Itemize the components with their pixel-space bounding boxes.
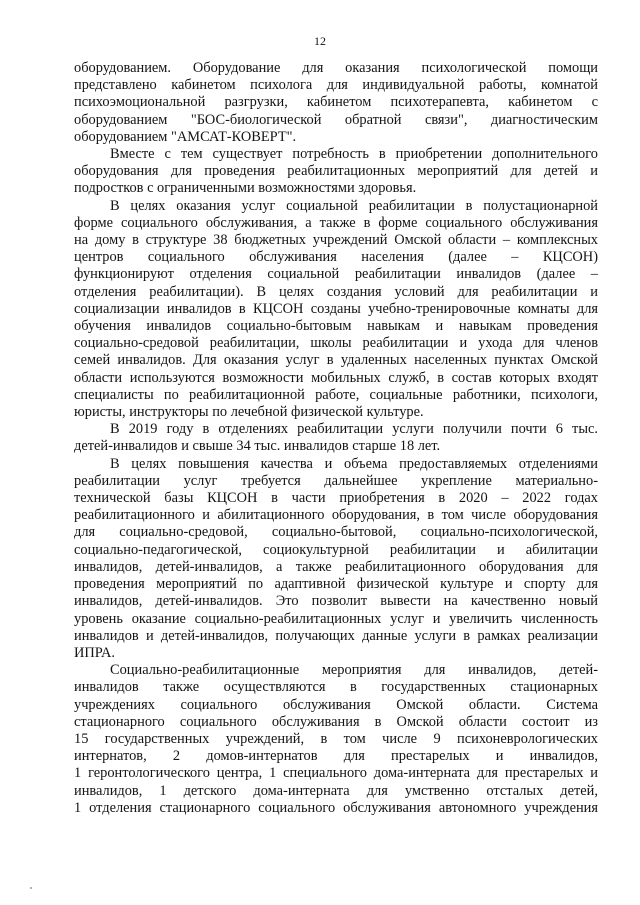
text-line: на дому в структуре 38 бюджетных учреждений Омской области – комплексных: [74, 232, 598, 249]
text-line: для социально-средовой, социально-бытовой, социально-психологической,: [74, 524, 598, 541]
text-line: юристы, инструкторы по лечебной физической культуре.: [74, 404, 424, 421]
text-line: учреждениях социального обслуживания Омской области. Система: [74, 696, 598, 713]
text-line: 15 государственных учреждений, в том числе 9 психоневрологических: [74, 730, 598, 747]
paragraph: [74, 662, 598, 817]
text-line: центров социального обслуживания населения (далее – КЦСОН): [74, 249, 598, 266]
text-line: инвалидов, детей-инвалидов. Это позволит вывести на качественно новый: [74, 593, 598, 610]
text-line: ИПРА.: [74, 644, 115, 661]
text-line: обучения инвалидов социально-бытовым навыкам и навыкам проведения: [74, 318, 598, 335]
text-line: инвалидов, детей-инвалидов, а также реабилитационного оборудования для: [74, 558, 598, 575]
text-line: представлено кабинетом психолога для индивидуальной работы, комнатой: [74, 77, 598, 94]
text-line: социально-средовой реабилитации, школы реабилитации и ухода для членов: [74, 335, 598, 352]
text-line: технической базы КЦСОН в части приобретения в 2020 – 2022 годах: [74, 490, 598, 507]
text-line: инвалидов и детей-инвалидов, получающих данные услуги в рамках реализации: [74, 627, 598, 644]
scan-speck: [30, 887, 32, 889]
paragraph: [74, 456, 598, 662]
text-line: уровень оказание социально-реабилитационных услуг и увеличить численность: [74, 610, 598, 627]
text-line: оборудования для проведения реабилитационных мероприятий для детей и: [74, 163, 598, 180]
text-line: семей инвалидов. Для оказания услуг в удаленных населенных пунктах Омской: [74, 352, 598, 369]
paragraph: [74, 146, 598, 198]
text-line: проведения мероприятий по адаптивной физической культуре и спорту для: [74, 576, 598, 593]
text-line: Социально-реабилитационные мероприятия для инвалидов, детей-: [110, 662, 598, 679]
paragraph: [74, 198, 598, 422]
text-line: отделения реабилитации). В целях создания условий для реабилитации и: [74, 283, 598, 300]
text-line: В целях оказания услуг социальной реабилитации в полустационарной: [110, 197, 598, 214]
text-line: инвалидов также осуществляются в государственных стационарных: [74, 679, 598, 696]
text-line: интернатов, 2 домов-интернатов для престарелых и инвалидов,: [74, 748, 598, 765]
text-line: реабилитации услуг требуется дальнейшее укрепление материально-: [74, 472, 598, 489]
text-line: В целях повышения качества и объема предоставляемых отделениями: [110, 455, 598, 472]
text-line: психоэмоциональной разгрузки, кабинетом психотерапевта, кабинетом с: [74, 94, 598, 111]
text-line: оборудованием. Оборудование для оказания психологической помощи: [74, 60, 598, 76]
text-line: оборудованием "АМСАТ-КОВЕРТ".: [74, 128, 297, 145]
text-line: области используются возможности мобильных служб, в состав которых входят: [74, 369, 598, 386]
page-number: 12: [314, 34, 326, 48]
text-line: детей-инвалидов и свыше 34 тыс. инвалидов старше 18 лет.: [74, 438, 441, 455]
paragraph: [74, 421, 598, 455]
text-line: реабилитационного и абилитационного оборудования, в том числе оборудования: [74, 507, 598, 524]
text-line: функционируют отделения социальной реабилитации инвалидов (далее –: [74, 266, 598, 283]
text-line: 1 отделения стационарного социального обслуживания автономного учреждения: [74, 799, 598, 816]
text-line: форме социального обслуживания, а также в форме социального обслуживания: [74, 214, 598, 231]
text-line: Вместе с тем существует потребность в приобретении дополнительного: [110, 146, 598, 163]
paragraph: [74, 60, 598, 146]
text-line: инвалидов, 1 детского дома-интерната для умственно отсталых детей,: [74, 782, 598, 799]
text-line: В 2019 году в отделениях реабилитации услуги получили почти 6 тыс.: [110, 421, 598, 438]
text-line: социализации инвалидов в КЦСОН созданы учебно-тренировочные комнаты для: [74, 300, 598, 317]
document-body: [74, 60, 598, 817]
text-line: оборудованием "БОС-биологической обратной связи", диагностическим: [74, 111, 598, 128]
text-line: 1 геронтологического центра, 1 специального дома-интерната для престарелых и: [74, 765, 598, 782]
text-line: подростков с ограниченными возможностями здоровья.: [74, 180, 417, 197]
text-line: социально-педагогической, социокультурной реабилитации и абилитации: [74, 541, 598, 558]
text-line: специалисты по реабилитационной работе, социальные работники, психологи,: [74, 386, 598, 403]
text-line: стационарного социального обслуживания в Омской области состоит из: [74, 713, 598, 730]
